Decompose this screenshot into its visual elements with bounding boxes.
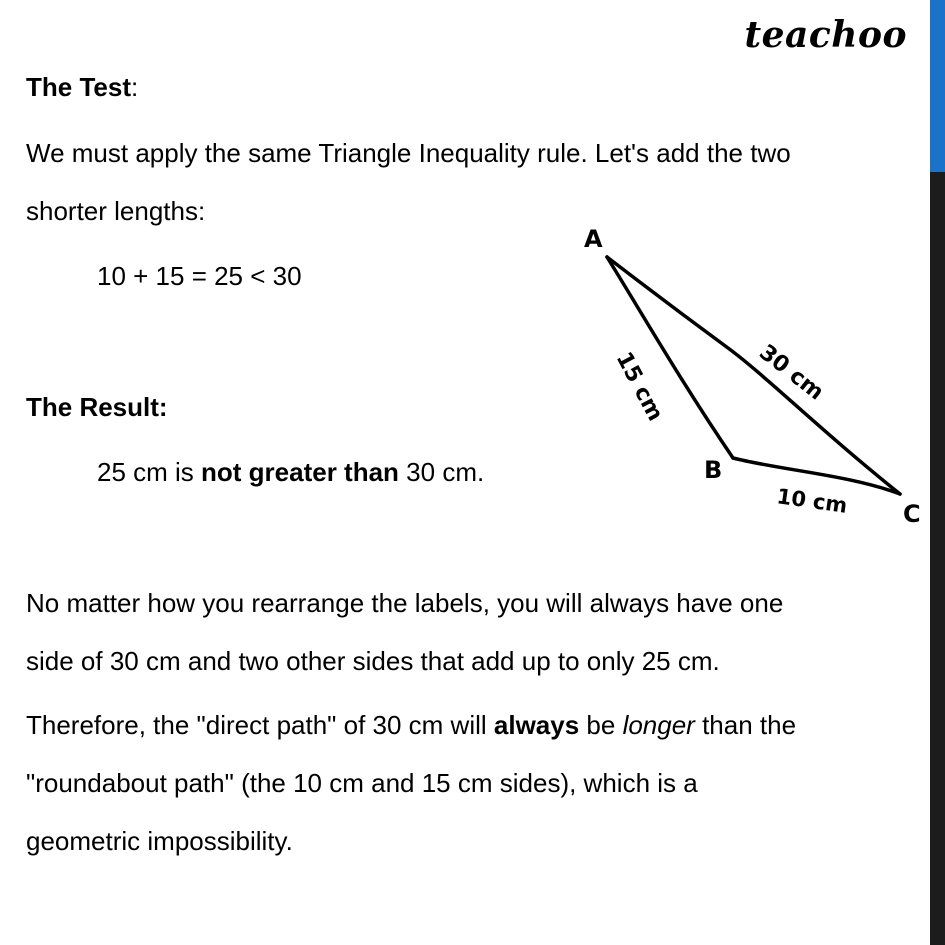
test-heading-colon: : [130, 72, 139, 102]
result-heading-line [26, 392, 168, 422]
paragraph-3-line-1 [26, 710, 796, 740]
para3-text-part1: Therefore, the "direct path" of 30 cm will [26, 710, 494, 740]
result-heading: The Result: [26, 392, 168, 422]
result-text-part2: 30 cm. [398, 457, 485, 487]
equation: 10 + 15 = 25 < 30 [97, 261, 302, 291]
vertex-a-label: A [584, 225, 603, 253]
vertex-b-label: B [704, 456, 723, 484]
paragraph-2-line-1: No matter how you rearrange the labels, you will always have one [26, 588, 784, 618]
para3-text-part3: than the [694, 710, 797, 740]
result-statement [97, 457, 484, 487]
triangle-diagram [570, 215, 930, 535]
result-text-part1: 25 cm is [97, 457, 202, 487]
side-ac-line [607, 257, 900, 494]
teachoo-logo: teachoo [744, 14, 907, 56]
para3-text-bold: always [493, 710, 580, 740]
side-bc-label: 10 cm [775, 484, 849, 518]
paragraph-1-line-2: shorter lengths: [26, 196, 206, 226]
paragraph-3-line-3: geometric impossibility. [26, 826, 293, 856]
paragraph-1-line-1: We must apply the same Triangle Inequality rule. Let's add the two [26, 138, 791, 168]
side-ab-label: 15 cm [610, 348, 668, 426]
para3-text-part2: be [579, 710, 623, 740]
para3-text-italic: longer [622, 710, 695, 740]
test-heading: The Test [26, 72, 131, 102]
result-text-bold: not greater than [201, 457, 399, 487]
paragraph-3-line-2: "roundabout path" (the 10 cm and 15 cm sides), which is a [26, 768, 698, 798]
side-ac-label: 30 cm [754, 340, 829, 406]
scrollbar-track[interactable] [930, 0, 945, 945]
paragraph-2-line-2: side of 30 cm and two other sides that add up to only 25 cm. [26, 646, 720, 676]
scrollbar-thumb[interactable] [930, 0, 945, 172]
test-heading-line [26, 72, 138, 102]
vertex-c-label: C [903, 500, 921, 528]
